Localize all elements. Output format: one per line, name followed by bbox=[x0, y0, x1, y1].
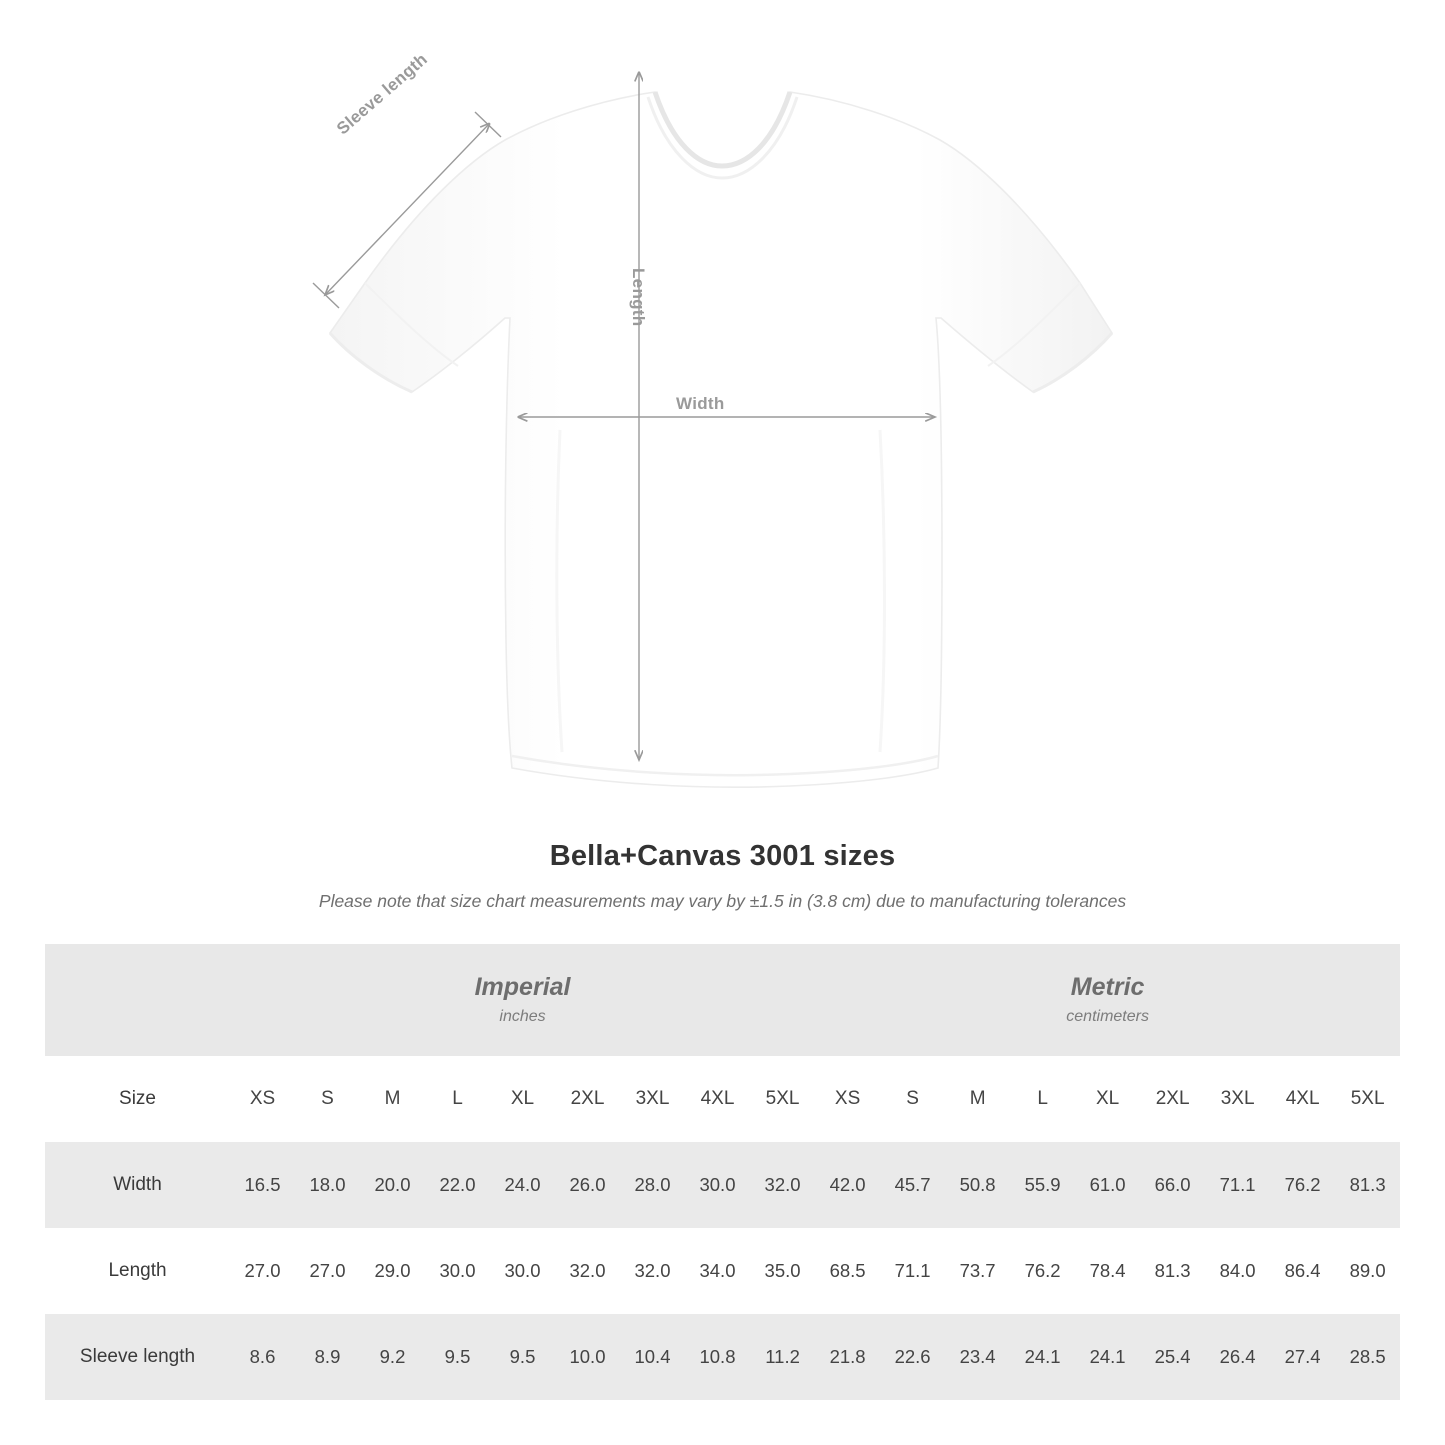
unit-group-metric bbox=[815, 944, 1400, 1056]
cell-value: 25.4 bbox=[1140, 1314, 1205, 1400]
tolerance-note: Please note that size chart measurements may vary by ±1.5 in (3.8 cm) due to manufacturing tolerances bbox=[318, 891, 1127, 911]
unit-group-imperial-name: Imperial bbox=[474, 973, 571, 1002]
cell-value: 9.5 bbox=[425, 1314, 490, 1400]
header-size-cell: XL bbox=[490, 1056, 555, 1142]
header-size-cell: XS bbox=[230, 1056, 295, 1142]
unit-group-metric-name: Metric bbox=[1070, 973, 1145, 1002]
cell-value: 27.0 bbox=[230, 1228, 295, 1314]
header-size-cell: 5XL bbox=[750, 1056, 815, 1142]
cell-value: 27.4 bbox=[1270, 1314, 1335, 1400]
cell-value: 22.6 bbox=[880, 1314, 945, 1400]
header-size-cell: L bbox=[425, 1056, 490, 1142]
table-row bbox=[45, 1314, 1400, 1400]
header-size-cell: L bbox=[1010, 1056, 1075, 1142]
cell-value: 9.5 bbox=[490, 1314, 555, 1400]
cell-value: 10.4 bbox=[620, 1314, 685, 1400]
cell-value: 76.2 bbox=[1010, 1228, 1075, 1314]
cell-value: 55.9 bbox=[1010, 1142, 1075, 1228]
cell-value: 84.0 bbox=[1205, 1228, 1270, 1314]
cell-value: 35.0 bbox=[750, 1228, 815, 1314]
cell-value: 9.2 bbox=[360, 1314, 425, 1400]
header-size-cell: M bbox=[360, 1056, 425, 1142]
row-label-sleeve-length: Sleeve length bbox=[45, 1314, 230, 1400]
table-header-row bbox=[45, 1056, 1400, 1142]
header-size-cell: XL bbox=[1075, 1056, 1140, 1142]
cell-value: 89.0 bbox=[1335, 1228, 1400, 1314]
cell-value: 81.3 bbox=[1335, 1142, 1400, 1228]
title-block bbox=[0, 840, 1445, 912]
size-table-wrap bbox=[45, 944, 1400, 1400]
cell-value: 76.2 bbox=[1270, 1142, 1335, 1228]
cell-value: 61.0 bbox=[1075, 1142, 1140, 1228]
header-size-cell: 4XL bbox=[1270, 1056, 1335, 1142]
cell-value: 30.0 bbox=[490, 1228, 555, 1314]
cell-value: 27.0 bbox=[295, 1228, 360, 1314]
cell-value: 73.7 bbox=[945, 1228, 1010, 1314]
banner-spacer-left bbox=[45, 944, 230, 1056]
cell-value: 66.0 bbox=[1140, 1142, 1205, 1228]
header-size-cell: 3XL bbox=[1205, 1056, 1270, 1142]
row-label-width: Width bbox=[45, 1142, 230, 1228]
cell-value: 10.0 bbox=[555, 1314, 620, 1400]
size-table bbox=[45, 944, 1400, 1400]
unit-group-metric-unit: centimeters bbox=[1066, 1007, 1149, 1025]
cell-value: 28.0 bbox=[620, 1142, 685, 1228]
header-size-cell: XS bbox=[815, 1056, 880, 1142]
cell-value: 18.0 bbox=[295, 1142, 360, 1228]
annotation-width: Width bbox=[676, 394, 725, 413]
cell-value: 86.4 bbox=[1270, 1228, 1335, 1314]
cell-value: 23.4 bbox=[945, 1314, 1010, 1400]
cell-value: 50.8 bbox=[945, 1142, 1010, 1228]
table-row bbox=[45, 1228, 1400, 1314]
header-size-cell: S bbox=[295, 1056, 360, 1142]
cell-value: 16.5 bbox=[230, 1142, 295, 1228]
cell-value: 32.0 bbox=[555, 1228, 620, 1314]
annotation-sleeve-length: Sleeve length bbox=[333, 49, 432, 139]
cell-value: 20.0 bbox=[360, 1142, 425, 1228]
header-size-cell: 2XL bbox=[555, 1056, 620, 1142]
cell-value: 26.4 bbox=[1205, 1314, 1270, 1400]
cell-value: 29.0 bbox=[360, 1228, 425, 1314]
cell-value: 71.1 bbox=[880, 1228, 945, 1314]
cell-value: 28.5 bbox=[1335, 1314, 1400, 1400]
cell-value: 24.1 bbox=[1075, 1314, 1140, 1400]
cell-value: 45.7 bbox=[880, 1142, 945, 1228]
header-size-cell: 5XL bbox=[1335, 1056, 1400, 1142]
header-size-cell: 4XL bbox=[685, 1056, 750, 1142]
cell-value: 24.1 bbox=[1010, 1314, 1075, 1400]
cell-value: 34.0 bbox=[685, 1228, 750, 1314]
header-size-cell: 2XL bbox=[1140, 1056, 1205, 1142]
cell-value: 81.3 bbox=[1140, 1228, 1205, 1314]
cell-value: 30.0 bbox=[425, 1228, 490, 1314]
cell-value: 78.4 bbox=[1075, 1228, 1140, 1314]
row-label-length: Length bbox=[45, 1228, 230, 1314]
cell-value: 68.5 bbox=[815, 1228, 880, 1314]
header-size-cell: S bbox=[880, 1056, 945, 1142]
cell-value: 11.2 bbox=[750, 1314, 815, 1400]
table-row bbox=[45, 1142, 1400, 1228]
cell-value: 42.0 bbox=[815, 1142, 880, 1228]
cell-value: 32.0 bbox=[750, 1142, 815, 1228]
cell-value: 8.6 bbox=[230, 1314, 295, 1400]
cell-value: 26.0 bbox=[555, 1142, 620, 1228]
cell-value: 71.1 bbox=[1205, 1142, 1270, 1228]
cell-value: 24.0 bbox=[490, 1142, 555, 1228]
header-size-cell: M bbox=[945, 1056, 1010, 1142]
cell-value: 8.9 bbox=[295, 1314, 360, 1400]
cell-value: 22.0 bbox=[425, 1142, 490, 1228]
cell-value: 32.0 bbox=[620, 1228, 685, 1314]
page-title: Bella+Canvas 3001 sizes bbox=[549, 840, 896, 872]
annotation-length: Length bbox=[629, 268, 648, 327]
unit-group-imperial-unit: inches bbox=[499, 1007, 546, 1025]
cell-value: 10.8 bbox=[685, 1314, 750, 1400]
header-size: Size bbox=[45, 1056, 230, 1142]
unit-banner-row bbox=[45, 944, 1400, 1056]
cell-value: 21.8 bbox=[815, 1314, 880, 1400]
cell-value: 30.0 bbox=[685, 1142, 750, 1228]
unit-group-imperial bbox=[230, 944, 815, 1056]
header-size-cell: 3XL bbox=[620, 1056, 685, 1142]
